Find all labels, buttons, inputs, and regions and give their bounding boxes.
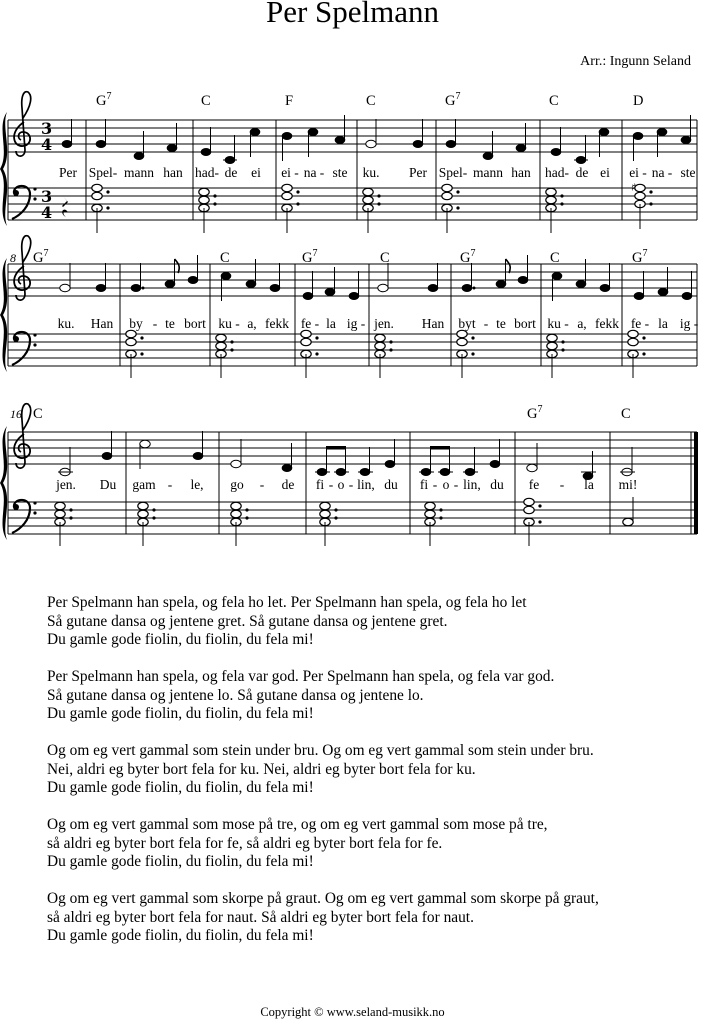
lyric-syllable: na - [651,165,673,180]
lyric-syllable: a, [577,316,587,331]
lyric-syllable: Per [409,165,427,180]
verse-line: Og om eg vert gammal som mose på tre, og om eg vert gammal som mose på tre, [47,816,548,833]
verse-line: Og om eg vert gammal som skorpe på graut. Og om eg vert gammal som skorpe på graut, [47,890,599,907]
lyric-syllable: - [483,316,489,331]
verse-line: Så gutane dansa og jentene lo. Så gutane dansa og jentene lo. [47,686,424,704]
chord-symbol: C [549,93,559,109]
verse-line: Per Spelmann han spela, og fela var god. Per Spelmann han spela, og fela var god. [47,668,555,685]
lyric-syllable: bort [184,316,206,331]
quarter-rest-icon [62,196,68,217]
lyric-syllable: Per [59,165,77,180]
lyric-syllable: fi [419,477,429,492]
lyric-syllable: ei - [629,165,647,180]
lyric-syllable: Han [421,316,445,331]
verse-line: så aldri eg byter bort fela for naut. Så aldri eg byter bort fela for naut. [47,908,474,926]
verse-line: Per Spelmann han spela, og fela ho let. Per Spelmann han spela, og fela ho let [47,594,527,611]
verses-text [47,594,599,964]
time-signature [41,119,52,222]
system-3 [0,404,698,546]
lyric-syllable: - [453,477,459,492]
lyric-syllable: la [584,477,594,492]
treble-clef-icon [14,236,31,300]
lyric-syllable: bort [514,316,536,331]
chord-symbol: C [33,406,43,422]
verse-line: så aldri eg byter bort fela for fe, så aldri eg byter bort fela for fe. [47,834,443,852]
lyric-syllable: ku. [362,165,380,180]
chord-symbol: C [366,93,376,109]
lyric-syllable: - [259,477,265,492]
lyric-syllable: fekk [595,316,619,331]
lyric-syllable: ig - [346,316,366,331]
verse-line: Så gutane dansa og jentene gret. Så gutane dansa og jentene gret. [47,612,448,630]
lyric-syllable: ig - [679,316,699,331]
lyric-syllable: la [326,316,336,331]
verse [47,668,599,724]
lyric-syllable: had- [545,165,569,180]
lyric-syllable: o [442,477,450,492]
chord-symbol: $G^7$ [302,248,318,266]
lyric-syllable: na - [303,165,325,180]
lyric-syllable: fe [528,477,540,492]
lyric-syllable: du [384,477,398,492]
final-barline [694,432,698,534]
lyric-syllable: - [167,477,173,492]
verse [47,890,599,946]
verse [47,742,599,798]
bass-clef-icon [12,500,37,533]
treble-clef-icon [14,92,31,156]
svg-text:4: 4 [41,135,53,154]
svg-text:4: 4 [41,203,53,222]
chord-symbol: $G^7$ [33,248,49,266]
chord-symbol: C [621,406,631,422]
lyric-syllable: - [432,477,438,492]
song-title: Per Spelmann [265,0,440,29]
verse-line: Du gamle gode fiolin, du fiolin, du fela mi! [47,779,314,796]
lyric-syllable: - [152,316,158,331]
lyric-syllable: te [165,316,175,331]
measure-number: 8 [10,251,16,265]
lyric-syllable: lin, [463,477,481,492]
chord-symbol: $G^7$ [96,91,112,109]
chord-symbol: $G^7$ [445,91,461,109]
lyric-syllable: - [559,477,565,492]
lyric-syllable: jen. [374,316,394,331]
lyric-syllable: go [230,477,244,492]
lyric-syllable: fe - [300,316,320,331]
lyric-syllable: lin, [357,477,375,492]
system-1 [0,91,697,233]
sharp-icon: ♯ [631,181,637,194]
chord-symbol: C [380,250,390,266]
chord-symbol: $G^7$ [632,248,648,266]
lyric-syllable: ku - [547,316,569,331]
verse-line: Du gamle gode fiolin, du fiolin, du fela mi! [47,705,314,722]
lyric-syllable: de [281,477,295,492]
lyric-syllable: fekk [265,316,289,331]
staff-brace [0,426,7,540]
chord-symbol: $G^7$ [527,404,543,422]
verse [47,594,599,650]
lyric-syllable: o [337,477,345,492]
verse-line: Og om eg vert gammal som stein under bru. Og om eg vert gammal som stein under bru. [47,742,594,759]
staff-brace [0,258,7,372]
chord-symbol: C [201,93,211,109]
lyric-syllable: ei [600,165,610,180]
lyric-syllable: le, [190,477,204,492]
lyric-syllable: - [328,477,334,492]
lyric-syllable: Spel- [438,165,468,180]
chord-symbol: D [633,93,644,109]
lyric-syllable: ste [332,165,348,180]
chord-symbol: $G^7$ [460,248,476,266]
lyric-syllable: fi [315,477,325,492]
lyric-syllable: ku - [218,316,240,331]
lyric-syllable: Han [90,316,114,331]
svg-text:3: 3 [41,119,53,138]
lyric-syllable: de [224,165,238,180]
verse-line: Du gamle gode fiolin, du fiolin, du fela mi! [47,631,314,648]
lyric-syllable: by [129,316,143,331]
lyric-syllable: jen. [56,477,76,492]
lyric-syllable: han [511,165,531,180]
lyric-syllable: ku. [57,316,75,331]
bass-clef-icon [12,332,37,365]
lyric-syllable: mi! [618,477,638,492]
lyric-syllable: ste [680,165,696,180]
lyric-syllable: ei [251,165,261,180]
verse [47,816,599,872]
verse-line: Nei, aldri eg byter bort fela for ku. Nei, aldri eg byter bort fela for ku. [47,760,476,778]
svg-text:3: 3 [41,187,53,206]
staff-brace [0,112,7,226]
lyric-syllable: mann [124,165,154,180]
lyric-syllable: la [658,316,668,331]
copyright-notice: Copyright © www.seland-musikk.no [260,1005,445,1019]
lyric-syllable: han [163,165,183,180]
bass-clef-icon [12,186,37,219]
lyric-syllable: a, [247,316,257,331]
lyric-syllable: gam [132,477,156,492]
lyric-syllable: te [496,316,506,331]
chord-symbol: F [285,93,294,109]
chord-symbol: C [220,250,230,266]
lyric-syllable: Spel- [88,165,118,180]
chord-symbol: C [550,250,560,266]
verse-line: Du gamle gode fiolin, du fiolin, du fela mi! [47,853,314,870]
lyric-syllable: Du [99,477,117,492]
system-2 [0,236,699,378]
lyric-syllable: - [348,477,354,492]
lyric-syllable: byt [458,316,476,331]
measure-number: 16 [10,407,22,421]
lyric-syllable: mann [473,165,503,180]
arranger-credit: Arr.: Ingunn Seland [580,54,691,69]
lyric-syllable: de [575,165,589,180]
lyric-syllable: du [490,477,504,492]
lyric-syllable: fe - [630,316,650,331]
lyric-syllable: had- [195,165,219,180]
verse-line: Du gamle gode fiolin, du fiolin, du fela mi! [47,927,314,944]
lyric-syllable: ei - [281,165,299,180]
